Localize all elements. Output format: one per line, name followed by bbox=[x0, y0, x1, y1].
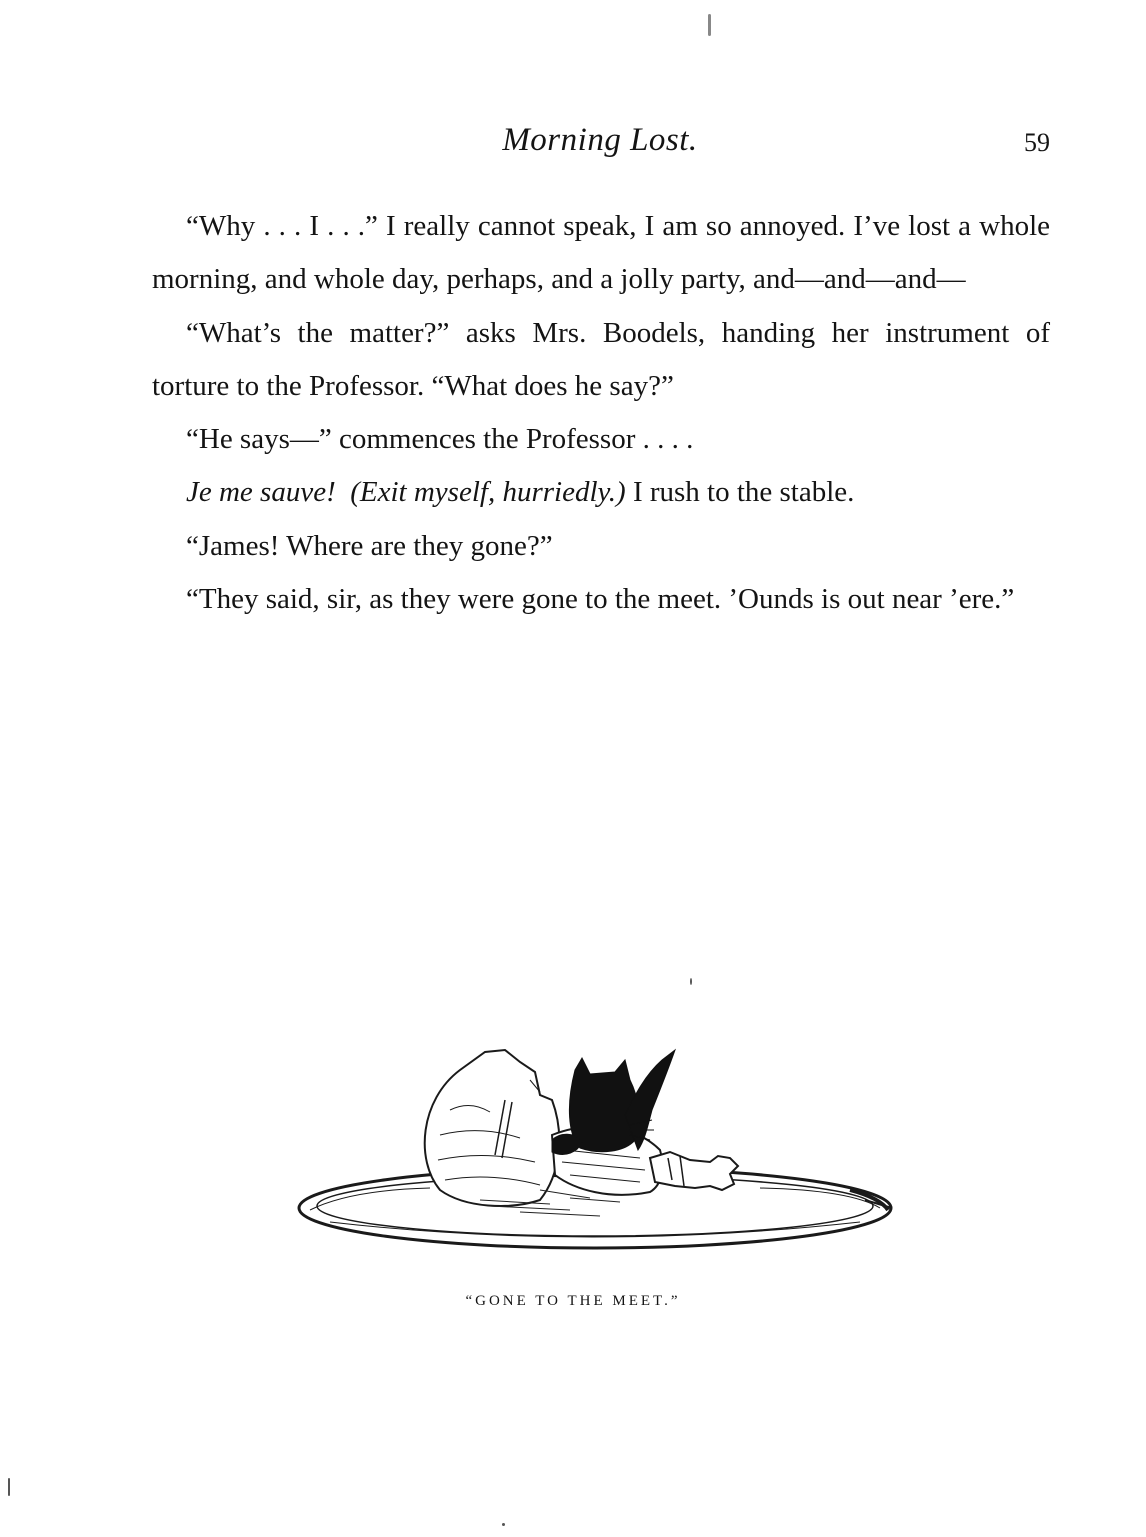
cat-paw bbox=[650, 1152, 738, 1190]
paragraph-1: “Why . . . I . . .” I really cannot speak, I am so annoyed. I’ve lost a whole morning, and whole day, perhaps, and a jolly party, and—and—and— bbox=[152, 210, 1050, 296]
black-cat bbox=[552, 1050, 675, 1154]
body-text bbox=[152, 200, 1050, 626]
paragraph-3: “He says—” commences the Professor . . . . bbox=[186, 423, 694, 456]
eggshell bbox=[425, 1050, 559, 1206]
ink-speck bbox=[708, 14, 711, 36]
page-number: 59 bbox=[1024, 128, 1050, 157]
cat-in-eggshell-illustration bbox=[290, 1040, 900, 1255]
paragraph-6: “They said, sir, as they were gone to the meet. ’Ounds is out near ’ere.” bbox=[186, 583, 1015, 616]
ink-speck bbox=[8, 1478, 10, 1496]
running-title: Morning Lost. bbox=[502, 122, 698, 158]
french-exclamation: Je me sauve! bbox=[186, 476, 336, 509]
paragraph-4 bbox=[152, 466, 1050, 519]
paragraph-4-rest: I rush to the stable. bbox=[625, 476, 855, 509]
paragraph-5: “James! Where are they gone?” bbox=[186, 529, 553, 562]
ink-speck bbox=[690, 978, 692, 985]
stage-direction: (Exit myself, hurriedly.) bbox=[350, 476, 626, 509]
ink-speck bbox=[502, 1523, 505, 1526]
paragraph-2: “What’s the matter?” asks Mrs. Boodels, handing her instrument of torture to the Professor. “What does he say?” bbox=[152, 316, 1050, 402]
running-head bbox=[150, 122, 1050, 166]
figure-caption: “GONE TO THE MEET.” bbox=[465, 1293, 681, 1309]
